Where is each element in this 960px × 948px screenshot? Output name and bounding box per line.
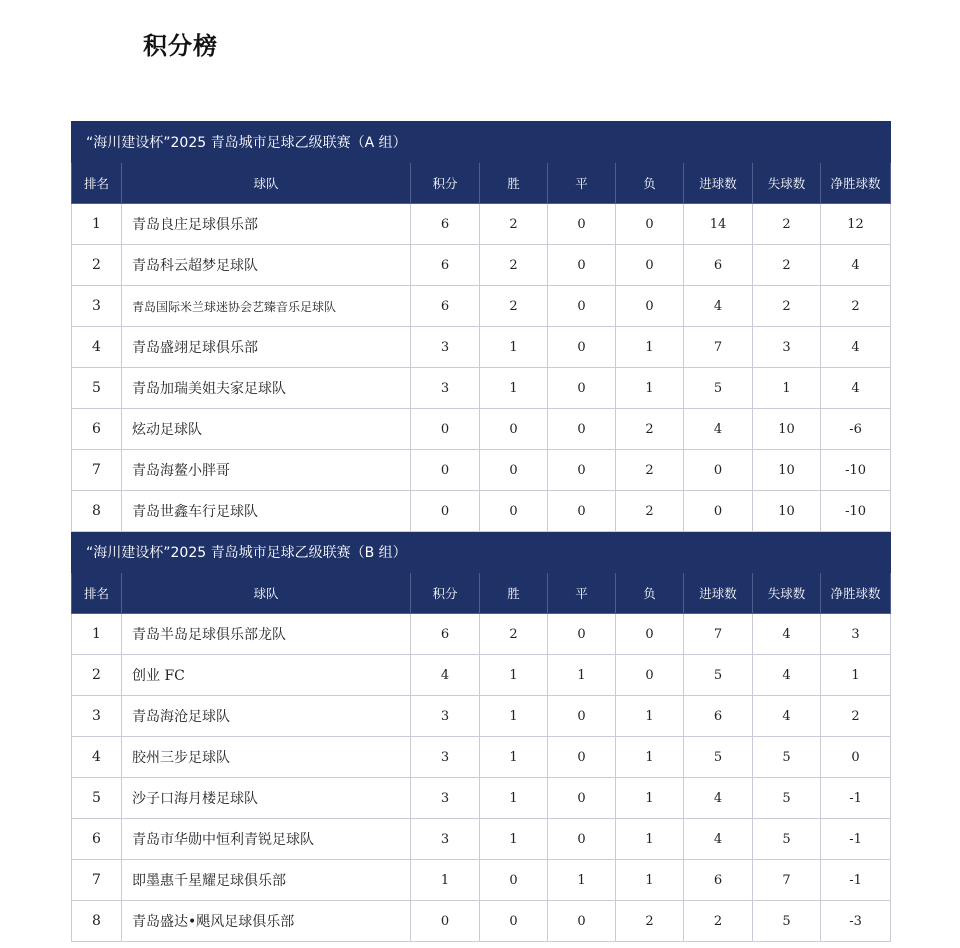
cell-draws: 0: [548, 450, 616, 491]
cell-goal-diff: 4: [821, 245, 891, 286]
column-header-goals-against: 失球数: [753, 163, 821, 204]
cell-draws: 1: [548, 860, 616, 901]
cell-points: 6: [411, 245, 480, 286]
column-header-points: 积分: [411, 163, 480, 204]
cell-goals-for: 5: [684, 737, 753, 778]
cell-goals-for: 6: [684, 860, 753, 901]
cell-goals-for: 14: [684, 204, 753, 245]
cell-goal-diff: 2: [821, 696, 891, 737]
cell-goals-against: 5: [753, 737, 821, 778]
cell-losses: 1: [616, 819, 684, 860]
table-row: [72, 204, 891, 245]
table-row: [72, 286, 891, 327]
cell-losses: 2: [616, 491, 684, 532]
cell-rank: 2: [72, 245, 122, 286]
cell-team: 青岛盛翊足球俱乐部: [122, 327, 411, 368]
cell-wins: 2: [480, 614, 548, 655]
cell-draws: 0: [548, 409, 616, 450]
cell-points: 3: [411, 737, 480, 778]
cell-points: 1: [411, 860, 480, 901]
cell-goals-for: 4: [684, 819, 753, 860]
table-row: [72, 778, 891, 819]
cell-goals-against: 7: [753, 860, 821, 901]
cell-losses: 0: [616, 245, 684, 286]
table-row: [72, 655, 891, 696]
cell-goal-diff: -6: [821, 409, 891, 450]
cell-rank: 5: [72, 778, 122, 819]
cell-losses: 2: [616, 901, 684, 942]
cell-goals-against: 2: [753, 286, 821, 327]
cell-team: 胶州三步足球队: [122, 737, 411, 778]
cell-points: 3: [411, 327, 480, 368]
column-header-goals-for: 进球数: [684, 573, 753, 614]
cell-points: 6: [411, 614, 480, 655]
cell-goal-diff: -1: [821, 778, 891, 819]
cell-team: 青岛国际米兰球迷协会艺臻音乐足球队: [122, 286, 411, 327]
cell-rank: 7: [72, 860, 122, 901]
cell-draws: 0: [548, 819, 616, 860]
cell-goals-against: 2: [753, 245, 821, 286]
cell-goal-diff: 3: [821, 614, 891, 655]
cell-goals-for: 7: [684, 614, 753, 655]
cell-goals-for: 5: [684, 655, 753, 696]
cell-team: 青岛市华勋中恒利青锐足球队: [122, 819, 411, 860]
cell-losses: 0: [616, 286, 684, 327]
cell-goals-against: 10: [753, 491, 821, 532]
column-header-goals-for: 进球数: [684, 163, 753, 204]
cell-draws: 0: [548, 778, 616, 819]
cell-team: 青岛盛达•飓风足球俱乐部: [122, 901, 411, 942]
cell-goals-for: 2: [684, 901, 753, 942]
cell-wins: 1: [480, 327, 548, 368]
cell-wins: 1: [480, 368, 548, 409]
cell-rank: 2: [72, 655, 122, 696]
cell-wins: 0: [480, 491, 548, 532]
cell-draws: 0: [548, 204, 616, 245]
cell-goals-against: 1: [753, 368, 821, 409]
cell-goals-for: 5: [684, 368, 753, 409]
cell-goal-diff: -1: [821, 819, 891, 860]
cell-wins: 1: [480, 655, 548, 696]
table-row: [72, 614, 891, 655]
table-row: [72, 450, 891, 491]
cell-losses: 1: [616, 737, 684, 778]
cell-goal-diff: 4: [821, 327, 891, 368]
cell-rank: 6: [72, 819, 122, 860]
cell-goal-diff: 1: [821, 655, 891, 696]
standings-table: [71, 121, 891, 942]
cell-goals-against: 4: [753, 655, 821, 696]
column-header-rank: 排名: [72, 163, 122, 204]
table-row: [72, 327, 891, 368]
cell-points: 3: [411, 696, 480, 737]
cell-team: 青岛加瑞美姐夫家足球队: [122, 368, 411, 409]
cell-team: 炫动足球队: [122, 409, 411, 450]
cell-goal-diff: -10: [821, 450, 891, 491]
column-header-wins: 胜: [480, 163, 548, 204]
group-title-row: [72, 532, 891, 573]
group-title: “海川建设杯”2025 青岛城市足球乙级联赛（A 组）: [72, 122, 891, 163]
cell-goal-diff: -10: [821, 491, 891, 532]
cell-goals-for: 4: [684, 778, 753, 819]
cell-draws: 0: [548, 737, 616, 778]
cell-wins: 1: [480, 819, 548, 860]
cell-wins: 2: [480, 245, 548, 286]
cell-losses: 1: [616, 696, 684, 737]
table-row: [72, 368, 891, 409]
cell-wins: 1: [480, 696, 548, 737]
cell-losses: 0: [616, 204, 684, 245]
column-header-draws: 平: [548, 163, 616, 204]
cell-draws: 0: [548, 901, 616, 942]
cell-points: 0: [411, 491, 480, 532]
cell-goals-for: 4: [684, 409, 753, 450]
column-header-row: [72, 163, 891, 204]
column-header-team: 球队: [122, 573, 411, 614]
cell-losses: 1: [616, 327, 684, 368]
cell-wins: 2: [480, 204, 548, 245]
cell-goal-diff: 2: [821, 286, 891, 327]
column-header-rank: 排名: [72, 573, 122, 614]
cell-points: 3: [411, 819, 480, 860]
cell-draws: 0: [548, 327, 616, 368]
cell-goal-diff: -1: [821, 860, 891, 901]
cell-goals-for: 6: [684, 245, 753, 286]
cell-team: 青岛良庄足球俱乐部: [122, 204, 411, 245]
cell-points: 3: [411, 778, 480, 819]
cell-losses: 0: [616, 614, 684, 655]
cell-goal-diff: 4: [821, 368, 891, 409]
cell-goal-diff: 12: [821, 204, 891, 245]
column-header-goal-diff: 净胜球数: [821, 573, 891, 614]
column-header-team: 球队: [122, 163, 411, 204]
cell-team: 青岛海沧足球队: [122, 696, 411, 737]
column-header-losses: 负: [616, 163, 684, 204]
cell-wins: 0: [480, 860, 548, 901]
cell-rank: 4: [72, 327, 122, 368]
table-row: [72, 860, 891, 901]
group-title: “海川建设杯”2025 青岛城市足球乙级联赛（B 组）: [72, 532, 891, 573]
cell-draws: 0: [548, 286, 616, 327]
cell-rank: 6: [72, 409, 122, 450]
cell-losses: 1: [616, 860, 684, 901]
cell-draws: 0: [548, 696, 616, 737]
cell-rank: 7: [72, 450, 122, 491]
cell-team: 青岛世鑫车行足球队: [122, 491, 411, 532]
column-header-points: 积分: [411, 573, 480, 614]
cell-losses: 1: [616, 368, 684, 409]
cell-team: 创业 FC: [122, 655, 411, 696]
table-row: [72, 901, 891, 942]
cell-goals-for: 7: [684, 327, 753, 368]
cell-goals-against: 5: [753, 778, 821, 819]
cell-points: 0: [411, 901, 480, 942]
cell-points: 4: [411, 655, 480, 696]
column-header-wins: 胜: [480, 573, 548, 614]
table-row: [72, 819, 891, 860]
column-header-row: [72, 573, 891, 614]
cell-losses: 0: [616, 655, 684, 696]
cell-rank: 3: [72, 696, 122, 737]
page-title: 积分榜: [143, 31, 218, 60]
cell-rank: 4: [72, 737, 122, 778]
cell-goals-against: 5: [753, 901, 821, 942]
cell-goals-against: 5: [753, 819, 821, 860]
cell-rank: 1: [72, 614, 122, 655]
cell-goals-for: 4: [684, 286, 753, 327]
cell-points: 3: [411, 368, 480, 409]
cell-goal-diff: 0: [821, 737, 891, 778]
cell-wins: 0: [480, 901, 548, 942]
cell-rank: 1: [72, 204, 122, 245]
cell-team: 沙子口海月楼足球队: [122, 778, 411, 819]
column-header-losses: 负: [616, 573, 684, 614]
cell-points: 6: [411, 286, 480, 327]
table-row: [72, 491, 891, 532]
cell-draws: 0: [548, 614, 616, 655]
cell-goals-against: 3: [753, 327, 821, 368]
cell-goals-against: 2: [753, 204, 821, 245]
cell-goals-against: 4: [753, 614, 821, 655]
cell-draws: 0: [548, 491, 616, 532]
cell-goals-for: 0: [684, 491, 753, 532]
cell-goals-for: 6: [684, 696, 753, 737]
cell-rank: 5: [72, 368, 122, 409]
cell-rank: 8: [72, 901, 122, 942]
cell-losses: 2: [616, 450, 684, 491]
cell-wins: 1: [480, 778, 548, 819]
group-title-row: [72, 122, 891, 163]
table-row: [72, 409, 891, 450]
table-row: [72, 696, 891, 737]
cell-wins: 0: [480, 409, 548, 450]
cell-goals-against: 4: [753, 696, 821, 737]
cell-losses: 1: [616, 778, 684, 819]
cell-rank: 3: [72, 286, 122, 327]
cell-wins: 2: [480, 286, 548, 327]
cell-wins: 0: [480, 450, 548, 491]
cell-draws: 1: [548, 655, 616, 696]
column-header-draws: 平: [548, 573, 616, 614]
cell-goals-against: 10: [753, 409, 821, 450]
table-row: [72, 737, 891, 778]
cell-points: 0: [411, 409, 480, 450]
cell-team: 青岛半岛足球俱乐部龙队: [122, 614, 411, 655]
cell-points: 0: [411, 450, 480, 491]
cell-goals-against: 10: [753, 450, 821, 491]
cell-losses: 2: [616, 409, 684, 450]
cell-goal-diff: -3: [821, 901, 891, 942]
table-row: [72, 245, 891, 286]
cell-points: 6: [411, 204, 480, 245]
cell-wins: 1: [480, 737, 548, 778]
cell-draws: 0: [548, 245, 616, 286]
column-header-goal-diff: 净胜球数: [821, 163, 891, 204]
column-header-goals-against: 失球数: [753, 573, 821, 614]
cell-goals-for: 0: [684, 450, 753, 491]
cell-team: 青岛科云超梦足球队: [122, 245, 411, 286]
cell-rank: 8: [72, 491, 122, 532]
cell-team: 即墨惠千星耀足球俱乐部: [122, 860, 411, 901]
cell-team: 青岛海鳌小胖哥: [122, 450, 411, 491]
standings-body: [72, 122, 891, 942]
cell-draws: 0: [548, 368, 616, 409]
